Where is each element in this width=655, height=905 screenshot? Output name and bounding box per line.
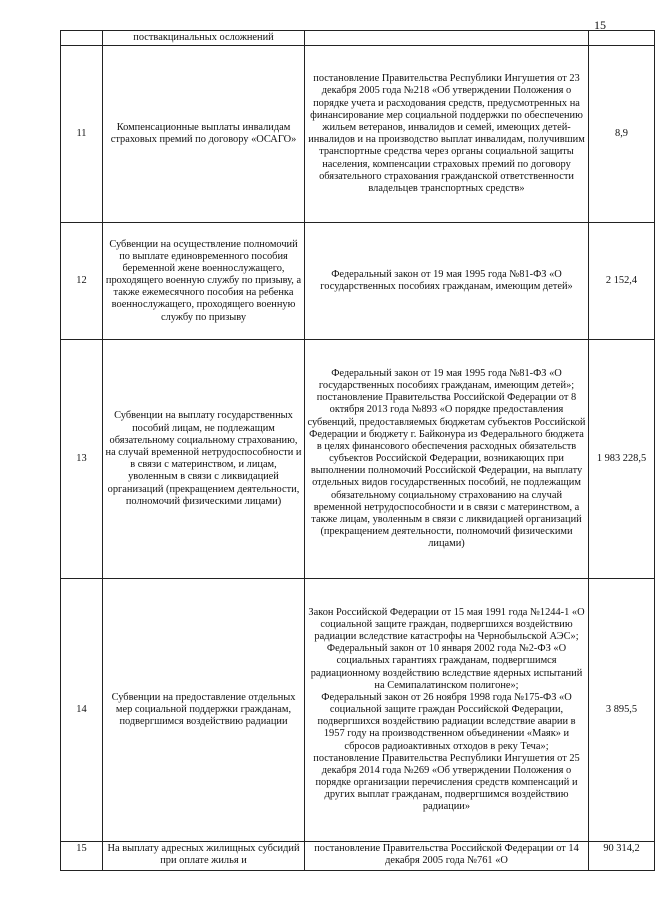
row-basis-cell [305, 842, 589, 871]
row-basis-cell [305, 31, 589, 46]
basis-text: постановление Правительства Республики Ингушетия от 25 декабря 2014 года №269 «Об утверждении Положения о порядке организации перечисления средств компенсаций и других выплат гражданам, подвергшимся воздействию радиации» [313, 752, 580, 813]
basis-text: Федеральный закон от 19 мая 1995 года №81-ФЗ «О государственных пособиях гражданам, имеющим детей»; [318, 367, 575, 392]
basis-text: постановление Правительства Республики Ингушетия от 23 декабря 2005 года №218 «Об утверждении Положения о порядке учета и расходования средств, предусмотренных на финансирование мер социальной поддержки по обеспечению жильем ветеранов, инвалидов и семей, имеющих детей-инвалидов и на производство выплат инвалидам, получившим транспортные средства через органы социальной защиты населения, компенсации страховых премий по договору обязательного страхования гражданской ответственности владельцев транспортных средств» [308, 73, 585, 194]
basis-text: Федеральный закон от 26 ноября 1998 года №175-ФЗ «О социальной защите граждан Российской Федерации, подвергшихся воздействию радиации вследствие аварии в 1957 году на производственном объединении «Маяк» и сбросов радиоактивных отходов в реку Теча»; [317, 691, 576, 752]
row-amount-cell: 2 152,4 [589, 223, 655, 340]
row-name-cell: Субвенции на выплату государственных пособий лицам, не подлежащим обязательному социальному страхованию, на случай временной нетрудоспособности и в связи с материнством, и лицам, уволенным в связи с ликвидацией организаций (прекращением деятельности, полномочий физическими лицами) [103, 340, 305, 579]
row-basis-cell [305, 340, 589, 579]
row-name-cell: Субвенции на предоставление отдельных мер социальной поддержки гражданам, подвергшимся воздействию радиации [103, 579, 305, 842]
row-number-cell: 15 [61, 842, 103, 871]
row-number-cell: 11 [61, 46, 103, 223]
page-number: 15 [594, 18, 606, 32]
basis-text: Федеральный закон от 19 мая 1995 года №81-ФЗ «О государственных пособиях гражданам, имеющим детей» [320, 269, 573, 293]
row-basis-cell [305, 46, 589, 223]
table-row [61, 579, 655, 842]
table-row [61, 223, 655, 340]
basis-text: Федеральный закон от 10 января 2002 года №2-ФЗ «О социальных гарантиях гражданам, подвергшимся радиационному воздействию вследствие ядерных испытаний на Семипалатинском полигоне»; [310, 643, 583, 691]
basis-text: постановление Правительства Российской Федерации от 14 декабря 2005 года №761 «О [314, 843, 579, 867]
row-number-cell: 14 [61, 579, 103, 842]
basis-text: Закон Российской Федерации от 15 мая 1991 года №1244-1 «О социальной защите граждан, подвергшихся воздействию радиации вследствие катастрофы на Чернобыльской АЭС»; [308, 606, 585, 643]
row-basis-cell [305, 223, 589, 340]
row-amount-cell: 1 983 228,5 [589, 340, 655, 579]
row-number-cell [61, 31, 103, 46]
row-amount-cell [589, 31, 655, 46]
table-row [61, 46, 655, 223]
table-row [61, 842, 655, 871]
row-amount-cell: 3 895,5 [589, 579, 655, 842]
row-number-cell: 12 [61, 223, 103, 340]
table-row-continuation [61, 31, 655, 46]
row-name-cell: На выплату адресных жилищных субсидий при оплате жилья и [103, 842, 305, 871]
row-name-cell: Субвенции на осуществление полномочий по выплате единовременного пособия беременной жене военнослужащего, проходящего военную службу по призыву, а также ежемесячного пособия на ребенка военнослужащего, проходящего военную службу по призыву [103, 223, 305, 340]
row-name-cell: Компенсационные выплаты инвалидам страховых премий по договору «ОСАГО» [103, 46, 305, 223]
basis-text: постановление Правительства Российской Федерации от 8 октября 2013 года №893 «О порядке предоставления субвенций, предоставляемых бюджетам субъектов Российской Федерации и бюджету г. Байконура из Федерального бюджета в целях финансового обеспечения расходных обязательств субъектов Российской Федерации, возникающих при выполнении полномочий Российской Федерации, на выплату отдельных видов государственных пособий, не подлежащим обязательному социальному страхованию на случай временной нетрудоспособности и в связи с материнством, а также лицам, уволенным в связи с ликвидацией организаций (прекращением деятельности, полномочий физическими лицами) [307, 392, 586, 550]
budget-table [60, 30, 655, 871]
row-amount-cell: 90 314,2 [589, 842, 655, 871]
row-name-cell: поствакцинальных осложнений [103, 31, 305, 46]
row-number-cell: 13 [61, 340, 103, 579]
row-amount-cell: 8,9 [589, 46, 655, 223]
row-basis-cell [305, 579, 589, 842]
table-row [61, 340, 655, 579]
